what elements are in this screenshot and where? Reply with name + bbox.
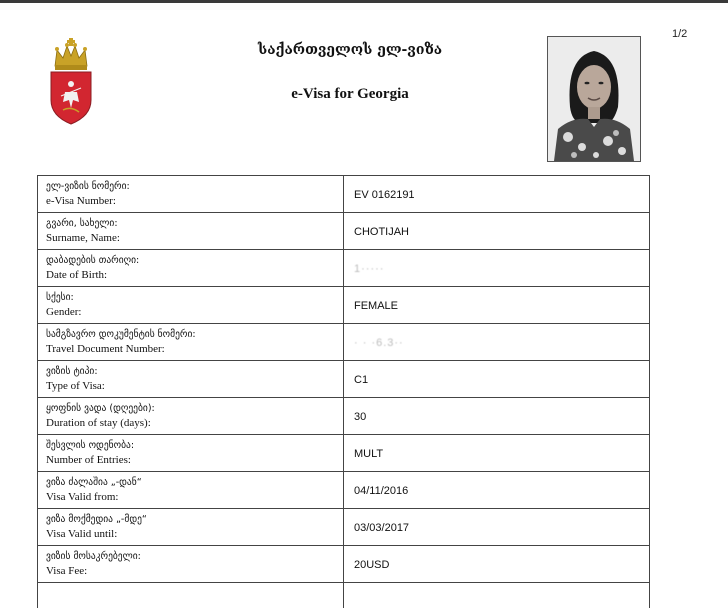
row-travel-document-number bbox=[38, 324, 650, 361]
label-english: Visa Valid from: bbox=[46, 491, 119, 503]
label-georgian: ვიზის ტიპი: bbox=[46, 366, 98, 377]
page-number: 1/2 bbox=[672, 28, 688, 40]
visa-valid-from-value: 04/11/2016 bbox=[354, 485, 409, 497]
travel-document-number-value-redacted: · · ·6.3·· bbox=[354, 337, 404, 349]
label-english: Surname, Name: bbox=[46, 232, 120, 244]
row-visa-valid-from bbox=[38, 472, 650, 509]
label-cell bbox=[38, 583, 344, 608]
value-cell bbox=[344, 287, 650, 324]
value-cell bbox=[344, 435, 650, 472]
evisa-number-value: EV 0162191 bbox=[354, 189, 415, 201]
label-cell bbox=[38, 472, 344, 509]
row-duration-of-stay bbox=[38, 398, 650, 435]
row-evisa-number bbox=[38, 176, 650, 213]
value-cell bbox=[344, 509, 650, 546]
label-cell bbox=[38, 546, 344, 583]
label-cell bbox=[38, 287, 344, 324]
gender-value: FEMALE bbox=[354, 300, 399, 312]
visa-fee-value: 20USD bbox=[354, 559, 390, 571]
label-english: e-Visa Number: bbox=[46, 195, 116, 207]
row-partial-next bbox=[38, 583, 650, 608]
surname-name-value: CHOTIJAH bbox=[354, 226, 409, 238]
label-georgian: შესვლის ოდენობა: bbox=[46, 440, 135, 451]
value-cell bbox=[344, 176, 650, 213]
label-cell bbox=[38, 213, 344, 250]
value-cell bbox=[344, 472, 650, 509]
row-number-of-entries bbox=[38, 435, 650, 472]
label-georgian: ვიზა ძალაშია „-დან“ bbox=[46, 477, 142, 488]
label-georgian: ვიზა მოქმედია „-მდე“ bbox=[46, 514, 147, 525]
label-cell bbox=[38, 250, 344, 287]
label-english: Gender: bbox=[46, 306, 82, 318]
label-cell bbox=[38, 324, 344, 361]
top-border bbox=[0, 0, 728, 3]
label-english: Visa Valid until: bbox=[46, 528, 118, 540]
value-cell bbox=[344, 324, 650, 361]
label-georgian: გვარი, სახელი: bbox=[46, 218, 118, 229]
label-georgian: სქესი: bbox=[46, 292, 74, 303]
visa-details-table bbox=[37, 175, 650, 608]
label-cell bbox=[38, 435, 344, 472]
number-of-entries-value: MULT bbox=[354, 448, 384, 460]
row-date-of-birth bbox=[38, 250, 650, 287]
label-english: Duration of stay (days): bbox=[46, 417, 151, 429]
value-cell bbox=[344, 398, 650, 435]
title-english: e-Visa for Georgia bbox=[291, 86, 409, 102]
value-cell bbox=[344, 361, 650, 398]
label-georgian: ელ-ვიზის ნომერი: bbox=[46, 181, 130, 192]
label-english: Visa Fee: bbox=[46, 565, 88, 577]
value-cell bbox=[344, 546, 650, 583]
row-type-of-visa bbox=[38, 361, 650, 398]
label-english: Number of Entries: bbox=[46, 454, 131, 466]
value-cell bbox=[344, 213, 650, 250]
label-english: Date of Birth: bbox=[46, 269, 108, 281]
row-surname-name bbox=[38, 213, 650, 250]
label-cell bbox=[38, 176, 344, 213]
date-of-birth-value-redacted: 1····· bbox=[354, 263, 385, 275]
label-georgian: სამგზავრო დოკუმენტის ნომერი: bbox=[46, 329, 196, 340]
visa-valid-until-value: 03/03/2017 bbox=[354, 522, 410, 534]
value-cell bbox=[344, 250, 650, 287]
row-gender bbox=[38, 287, 650, 324]
label-georgian: დაბადების თარიღი: bbox=[46, 255, 140, 266]
type-of-visa-value: C1 bbox=[354, 374, 369, 386]
label-english: Type of Visa: bbox=[46, 380, 105, 392]
label-georgian: ყოფნის ვადა (დღეები): bbox=[46, 403, 155, 414]
georgia-coat-of-arms-icon bbox=[45, 36, 97, 128]
label-english: Travel Document Number: bbox=[46, 343, 165, 355]
duration-of-stay-value: 30 bbox=[354, 411, 367, 423]
value-cell bbox=[344, 583, 650, 608]
row-visa-valid-until bbox=[38, 509, 650, 546]
label-georgian: ვიზის მოსაკრებელი: bbox=[46, 551, 141, 562]
title-georgian: საქართველოს ელ-ვიზა bbox=[257, 42, 443, 58]
row-visa-fee bbox=[38, 546, 650, 583]
label-cell bbox=[38, 509, 344, 546]
label-cell bbox=[38, 361, 344, 398]
label-cell bbox=[38, 398, 344, 435]
applicant-photo bbox=[547, 36, 641, 162]
